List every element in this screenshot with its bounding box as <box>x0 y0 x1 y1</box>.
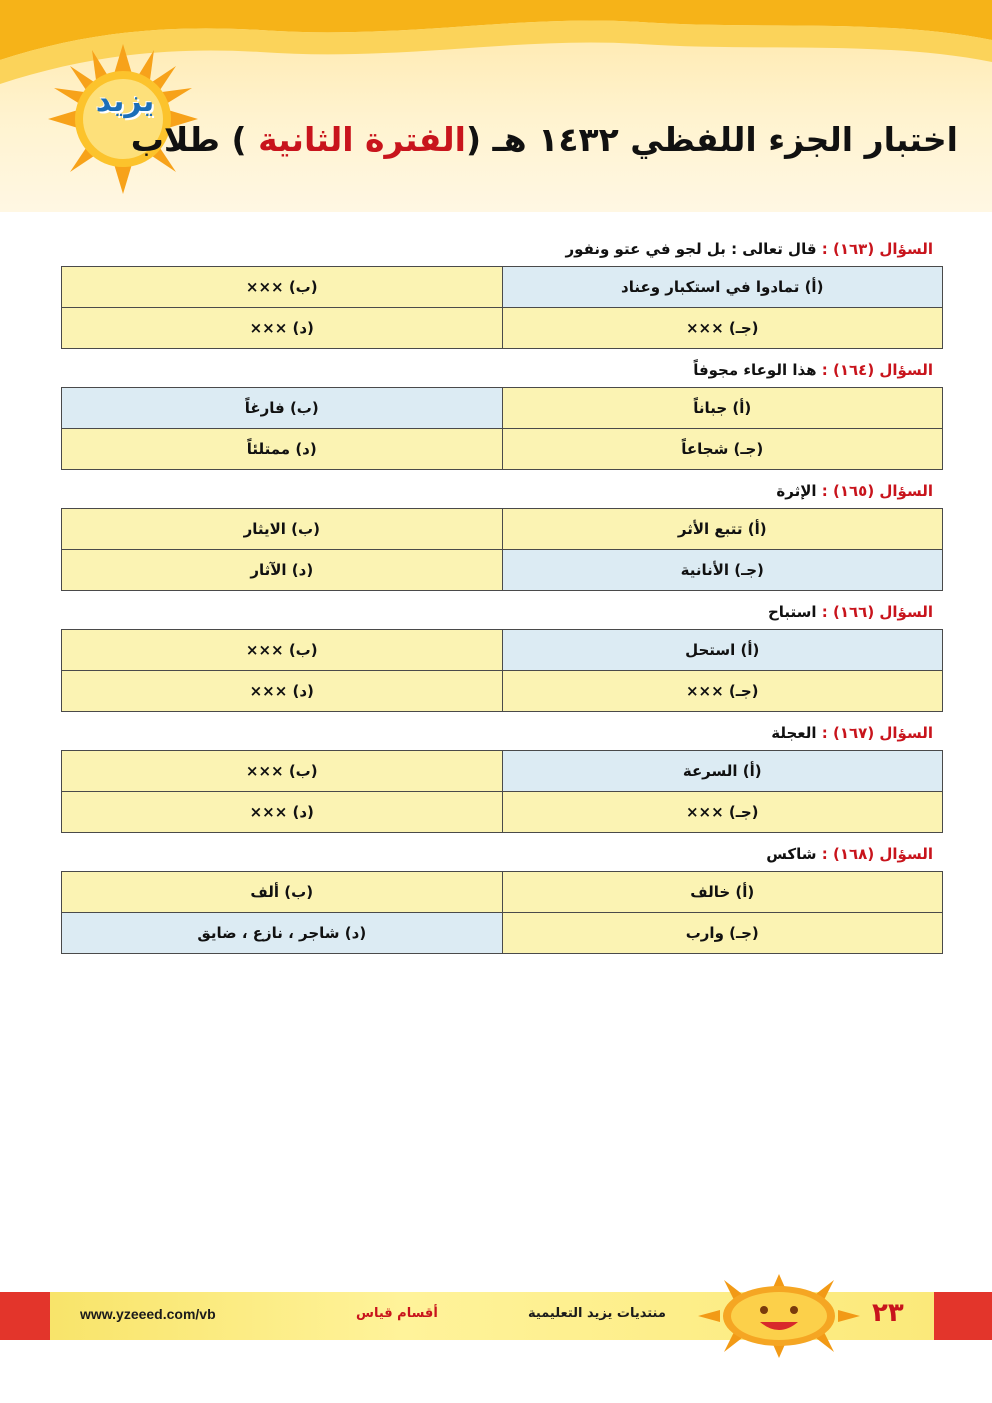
answer-option[interactable]: (أ) استحل <box>502 630 943 671</box>
answer-options-row <box>62 388 943 429</box>
page-header <box>0 0 992 212</box>
title-part-1: اختبار الجزء اللفظي ١٤٣٢ هـ ( <box>465 120 958 159</box>
answer-option[interactable]: (جـ) الأنانية <box>502 550 943 591</box>
answer-options-row <box>62 630 943 671</box>
answer-options-row <box>62 872 943 913</box>
answer-option[interactable]: (جـ) وارب <box>502 913 943 954</box>
answer-option[interactable]: (ب) الايثار <box>62 509 503 550</box>
question-number-label: السؤال (١٦٤) : <box>821 361 933 379</box>
answer-option[interactable]: (د) الآثار <box>62 550 503 591</box>
answer-options-row <box>62 913 943 954</box>
answer-options-row <box>62 550 943 591</box>
answer-option[interactable]: (جـ) ××× <box>502 308 943 349</box>
site-logo-text: يزيد <box>95 84 155 119</box>
footer-forum-name: منتديات يزيد التعليمية <box>528 1306 666 1321</box>
answer-options-table <box>61 871 943 954</box>
question-prompt <box>61 837 943 871</box>
answer-options-table <box>61 629 943 712</box>
answer-options-table <box>61 387 943 470</box>
answer-option[interactable]: (أ) جباناً <box>502 388 943 429</box>
question-prompt <box>61 595 943 629</box>
question-text: استباح <box>767 603 817 621</box>
questions-list <box>61 232 943 958</box>
page-title <box>131 120 958 159</box>
footer-section: أقسام قياس <box>356 1306 438 1321</box>
question-number-label: السؤال (١٦٥) : <box>821 482 933 500</box>
answer-option[interactable]: (ب) ××× <box>62 267 503 308</box>
footer-red-block-right <box>934 1292 992 1340</box>
sun-logo-icon <box>48 44 198 194</box>
answer-options-row <box>62 751 943 792</box>
answer-option[interactable]: (ب) ألف <box>62 872 503 913</box>
page-number: ٢٣ <box>872 1298 904 1328</box>
footer-url[interactable]: www.yzeeed.com/vb <box>80 1306 216 1322</box>
answer-option[interactable]: (جـ) شجاعاً <box>502 429 943 470</box>
question-text: قال تعالى : بل لجو في عتو ونفور <box>565 240 817 258</box>
answer-options-row <box>62 792 943 833</box>
question-prompt <box>61 232 943 266</box>
answer-option[interactable]: (د) ××× <box>62 671 503 712</box>
answer-option[interactable]: (ب) ××× <box>62 630 503 671</box>
answer-options-table <box>61 508 943 591</box>
title-highlight: الفترة الثانية <box>258 120 466 159</box>
answer-option[interactable]: (جـ) ××× <box>502 792 943 833</box>
answer-options-row <box>62 671 943 712</box>
answer-option[interactable]: (د) ممتلئاً <box>62 429 503 470</box>
answer-options-table <box>61 750 943 833</box>
answer-option[interactable]: (د) شاجر ، نازع ، ضايق <box>62 913 503 954</box>
question-prompt <box>61 474 943 508</box>
page-footer <box>0 1290 992 1342</box>
question-prompt <box>61 716 943 750</box>
answer-options-row <box>62 267 943 308</box>
answer-option[interactable]: (أ) تتبع الأثر <box>502 509 943 550</box>
answer-options-row <box>62 308 943 349</box>
question-text: الإثرة <box>776 482 817 500</box>
question-number-label: السؤال (١٦٦) : <box>821 603 933 621</box>
title-part-2: ) طلاب <box>130 120 259 159</box>
question-number-label: السؤال (١٦٣) : <box>821 240 933 258</box>
question-number-label: السؤال (١٦٨) : <box>821 845 933 863</box>
answer-options-row <box>62 429 943 470</box>
answer-option[interactable]: (د) ××× <box>62 308 503 349</box>
answer-option[interactable]: (جـ) ××× <box>502 671 943 712</box>
answer-option[interactable]: (أ) السرعة <box>502 751 943 792</box>
answer-option[interactable]: (د) ××× <box>62 792 503 833</box>
answer-option[interactable]: (أ) تمادوا في استكبار وعناد <box>502 267 943 308</box>
question-text: العجلة <box>771 724 817 742</box>
answer-option[interactable]: (أ) خالف <box>502 872 943 913</box>
footer-red-block-left <box>0 1292 50 1340</box>
answer-options-row <box>62 509 943 550</box>
smiling-sun-icon <box>698 1274 860 1358</box>
answer-options-table <box>61 266 943 349</box>
question-text: هذا الوعاء مجوفاً <box>693 361 817 379</box>
question-text: شاكس <box>766 845 817 863</box>
answer-option[interactable]: (ب) ××× <box>62 751 503 792</box>
answer-option[interactable]: (ب) فارغاً <box>62 388 503 429</box>
question-number-label: السؤال (١٦٧) : <box>821 724 933 742</box>
question-prompt <box>61 353 943 387</box>
